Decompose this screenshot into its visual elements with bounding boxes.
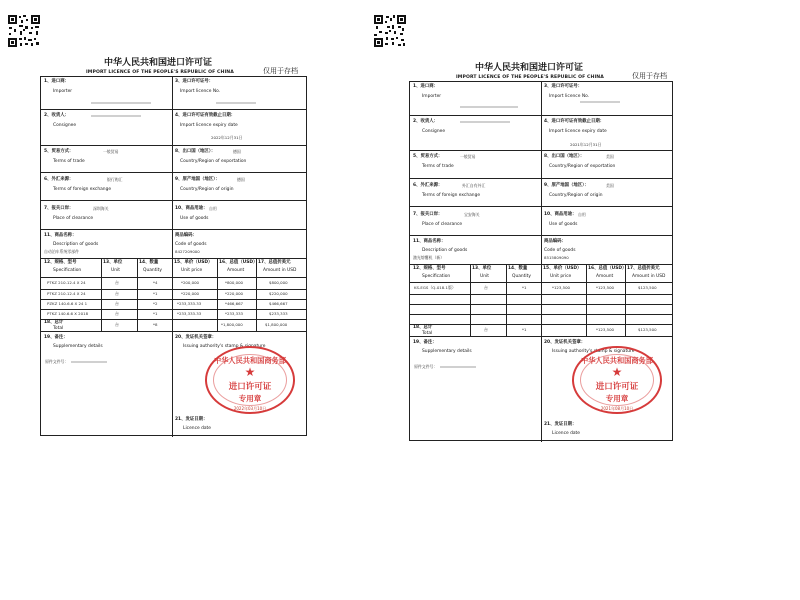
redacted-value	[216, 102, 256, 104]
importer-label-en: Importer	[422, 94, 442, 99]
stamp-authority-text: 中华人民共和国商务部	[214, 356, 286, 365]
supplementary-label-cn: 19、备注：	[413, 340, 437, 345]
licence-date-label-cn: 21、发证日期：	[544, 422, 577, 427]
supplementary-value: 原件文件号：	[45, 359, 69, 364]
total-unit: 台	[484, 327, 488, 332]
licence-title-en: IMPORT LICENCE OF THE PEOPLE'S REPUBLIC OF CHINA	[456, 75, 604, 80]
goods-code-label-en: Code of goods	[544, 248, 576, 253]
supplementary-label-cn: 19、备注：	[44, 335, 68, 340]
origin-value: 德国	[237, 177, 245, 182]
header-amount-cn: 16、总值（USD）	[588, 266, 627, 271]
redacted-value	[460, 121, 510, 123]
row-spec: PTKZ 210.12.4 X 24	[47, 291, 86, 296]
total-unit: 台	[115, 322, 119, 327]
archive-note: 仅用于存档	[632, 72, 667, 80]
fx-label-cn: 6、外汇来源：	[44, 177, 74, 182]
total-label-en: Total	[53, 326, 64, 331]
star-icon: ★	[244, 365, 256, 380]
row-amount: *233,333	[225, 311, 244, 316]
header-qty-en: Quantity	[143, 268, 162, 273]
redacted-value	[440, 366, 476, 368]
expiry-label-en: Import licence expiry date	[549, 129, 607, 134]
licence-title-en: IMPORT LICENCE OF THE PEOPLE'S REPUBLIC OF CHINA	[86, 70, 234, 75]
goods-code-label-en: Code of goods	[175, 242, 207, 247]
redacted-value	[91, 102, 151, 104]
licence-date-label-en: Licence date	[552, 431, 580, 436]
stamp-seal-text: 专用章	[238, 394, 262, 403]
origin-label-en: Country/Region of origin	[180, 187, 234, 192]
row-usd: $466,667	[269, 301, 288, 306]
header-amount-en: Amount	[227, 268, 245, 273]
row-spec: KS-EGS（Q-018.1版）	[414, 285, 456, 290]
clearance-value: 深圳海关	[93, 206, 109, 211]
consignee-label-en: Consignee	[422, 129, 446, 134]
header-spec-cn: 12、规格、型号	[413, 266, 446, 271]
header-qty-cn: 14、数量	[139, 260, 159, 265]
header-price-cn: 15、单价（USD）	[174, 260, 213, 265]
importer-label-cn: 1、进口商：	[44, 79, 70, 84]
fx-label-en: Terms of foreign exchange	[53, 187, 112, 192]
goods-value: 自动泊车系统零部件	[44, 249, 80, 254]
licence-date-label-cn: 21、发证日期：	[175, 417, 208, 422]
export-country-value: 德国	[233, 149, 241, 154]
row-usd: $800,000	[269, 280, 288, 285]
licence-title-cn: 中华人民共和国进口许可证	[104, 58, 213, 68]
total-label-cn: 18、总计	[44, 320, 64, 325]
export-country-label-cn: 8、出口国（地区）：	[175, 149, 216, 154]
header-spec-cn: 12、规格、型号	[44, 260, 77, 265]
header-spec-en: Specification	[422, 274, 451, 279]
stamp-seal-text: 专用章	[605, 394, 629, 403]
export-country-label-cn: 8、出口国（地区）：	[544, 154, 585, 159]
supplementary-label-en: Supplementary details	[422, 349, 472, 354]
expiry-value: 2022年12月31日	[211, 135, 243, 140]
consignee-label-cn: 2、收货人：	[413, 119, 439, 124]
row-unit: 台	[484, 285, 488, 290]
row-usd: $233,333	[269, 311, 288, 316]
header-qty-cn: 14、数量	[508, 266, 528, 271]
row-unit: 台	[115, 301, 119, 306]
expiry-label-cn: 4、进口许可证有效截止日期：	[175, 113, 236, 118]
archive-note: 仅用于存档	[263, 67, 298, 75]
header-spec-en: Specification	[53, 268, 82, 273]
redacted-value	[460, 106, 518, 108]
goods-code-value: 8515809090	[544, 255, 569, 260]
official-stamp	[572, 346, 662, 414]
qr-code-icon	[373, 14, 407, 48]
consignee-label-cn: 2、收货人：	[44, 113, 70, 118]
expiry-label-en: Import licence expiry date	[180, 123, 238, 128]
row-price: *200,000	[181, 280, 200, 285]
row-price: *233,333.33	[177, 311, 202, 316]
trade-terms-value: 一般贸易	[103, 149, 119, 154]
use-label-cn: 10、商品用途：	[175, 206, 208, 211]
header-usd-en: Amount in USD	[632, 274, 666, 279]
row-unit: 台	[115, 280, 119, 285]
issuing-authority-label-cn: 20、发证机关签章：	[544, 340, 586, 345]
row-usd: $123,500	[638, 285, 657, 290]
row-qty: *1	[522, 285, 527, 290]
header-unit-en: Unit	[480, 274, 489, 279]
goods-label-cn: 11、商品名称：	[44, 233, 77, 238]
issuing-authority-label-cn: 20、发证机关签章：	[175, 335, 217, 340]
clearance-label-cn: 7、报关口岸：	[413, 212, 443, 217]
header-qty-en: Quantity	[512, 274, 531, 279]
licence-page-2	[400, 0, 800, 600]
expiry-value: 2021年12月31日	[570, 142, 602, 147]
row-qty: *1	[153, 291, 158, 296]
row-amount: *800,000	[225, 280, 244, 285]
row-price: *220,000	[181, 291, 200, 296]
clearance-label-en: Place of clearance	[422, 222, 463, 227]
official-stamp	[205, 346, 295, 414]
trade-terms-label-cn: 5、贸易方式：	[413, 154, 443, 159]
stamp-date: 2021年08月10日	[600, 406, 634, 411]
export-country-label-en: Country/Region of exportation	[180, 159, 247, 164]
use-label-en: Use of goods	[549, 222, 578, 227]
licence-no-label-cn: 3、进口许可证号：	[544, 84, 583, 89]
use-value: 自用	[209, 206, 217, 211]
header-amount-en: Amount	[596, 274, 614, 279]
use-label-en: Use of goods	[180, 216, 209, 221]
row-amount: *123,500	[596, 285, 615, 290]
licence-no-label-en: Import licence No.	[549, 94, 590, 99]
header-price-en: Unit price	[181, 268, 203, 273]
goods-code-label-cn: 商品编码：	[175, 233, 197, 238]
total-label-en: Total	[422, 331, 433, 336]
goods-code-value: 8427209000	[175, 249, 200, 254]
row-qty: *1	[153, 311, 158, 316]
fx-label-en: Terms of foreign exchange	[422, 193, 481, 198]
header-price-en: Unit price	[550, 274, 572, 279]
trade-terms-label-en: Terms of trade	[53, 159, 85, 164]
header-unit-cn: 13、单位	[472, 266, 492, 271]
expiry-label-cn: 4、进口许可证有效截止日期：	[544, 119, 605, 124]
total-amount: *1,800,000	[221, 322, 243, 327]
trade-terms-label-en: Terms of trade	[422, 164, 454, 169]
total-qty: *1	[522, 327, 527, 332]
fx-value: 银行购汇	[107, 177, 123, 182]
header-unit-cn: 13、单位	[103, 260, 123, 265]
goods-value: 激光熔覆机（新）	[413, 255, 445, 260]
issuing-authority-label-en: Issuing authority's stamp & signature	[183, 344, 266, 349]
row-spec: PTKZ 140.6.6 X 2018	[47, 311, 89, 316]
row-unit: 台	[115, 291, 119, 296]
header-usd-en: Amount in USD	[263, 268, 297, 273]
importer-label-en: Importer	[53, 89, 73, 94]
origin-label-en: Country/Region of origin	[549, 193, 603, 198]
fx-value: 外汇自有外汇	[462, 183, 486, 188]
header-amount-cn: 16、总值（USD）	[219, 260, 258, 265]
redacted-value	[580, 101, 620, 103]
row-qty: *2	[153, 301, 158, 306]
clearance-label-en: Place of clearance	[53, 216, 94, 221]
star-icon: ★	[611, 365, 623, 380]
stamp-title-text: 进口许可证	[228, 382, 272, 392]
goods-code-label-cn: 商品编码：	[544, 239, 566, 244]
total-label-cn: 18、总计	[413, 325, 433, 330]
clearance-label-cn: 7、报关口岸：	[44, 206, 74, 211]
use-label-cn: 10、商品用途：	[544, 212, 577, 217]
licence-no-label-en: Import licence No.	[180, 89, 221, 94]
row-amount: *466,667	[225, 301, 244, 306]
row-price: *123,500	[552, 285, 571, 290]
qr-code-icon	[7, 14, 41, 48]
issuing-authority-label-en: Issuing authority's stamp & signature	[552, 349, 635, 354]
origin-label-cn: 9、原产地国（地区）：	[544, 183, 589, 188]
stamp-authority-text: 中华人民共和国商务部	[581, 356, 653, 365]
supplementary-label-en: Supplementary details	[53, 344, 103, 349]
redacted-value	[71, 361, 107, 363]
header-usd-cn: 17、总值折美元	[258, 260, 291, 265]
stamp-date: 2022年03月10日	[233, 406, 267, 411]
fx-label-cn: 6、外汇来源：	[413, 183, 443, 188]
header-unit-en: Unit	[111, 268, 120, 273]
header-price-cn: 15、单价（USD）	[543, 266, 582, 271]
export-country-value: 美国	[606, 154, 614, 159]
importer-label-cn: 1、进口商：	[413, 84, 439, 89]
row-qty: *4	[153, 280, 158, 285]
licence-no-label-cn: 3、进口许可证号：	[175, 79, 214, 84]
use-value: 自用	[578, 212, 586, 217]
total-usd: $123,500	[638, 327, 657, 332]
total-qty: *8	[153, 322, 158, 327]
total-usd: $1,800,000	[265, 322, 288, 327]
licence-title-cn: 中华人民共和国进口许可证	[475, 63, 584, 73]
row-amount: *220,000	[225, 291, 244, 296]
clearance-value: 宝安海关	[464, 212, 480, 217]
export-country-label-en: Country/Region of exportation	[549, 164, 616, 169]
header-usd-cn: 17、总值折美元	[627, 266, 660, 271]
origin-label-cn: 9、原产地国（地区）：	[175, 177, 220, 182]
goods-label-en: Description of goods	[53, 242, 99, 247]
total-amount: *123,500	[596, 327, 615, 332]
trade-terms-value: 一般贸易	[460, 154, 476, 159]
row-price: *233,333.33	[177, 301, 202, 306]
consignee-label-en: Consignee	[53, 123, 77, 128]
row-usd: $220,000	[269, 291, 288, 296]
goods-label-en: Description of goods	[422, 248, 468, 253]
goods-label-cn: 11、商品名称：	[413, 239, 446, 244]
row-unit: 台	[115, 311, 119, 316]
row-spec: PTKZ 210.12.4 X 24	[47, 280, 86, 285]
row-spec: PZKZ 140.6.6 X 24 1	[47, 301, 88, 306]
supplementary-value: 原件文件号：	[414, 364, 438, 369]
stamp-title-text: 进口许可证	[595, 382, 639, 392]
redacted-value	[91, 115, 141, 117]
licence-date-label-en: Licence date	[183, 426, 211, 431]
origin-value: 美国	[606, 183, 614, 188]
trade-terms-label-cn: 5、贸易方式：	[44, 149, 74, 154]
